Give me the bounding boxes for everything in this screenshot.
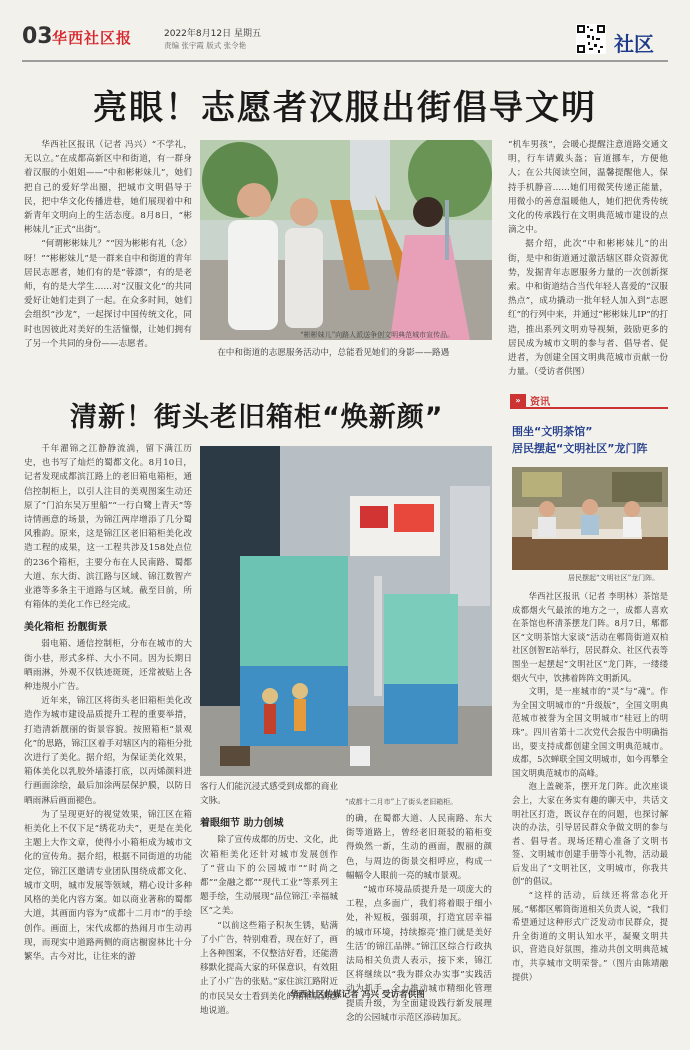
article1-photo-caption: “彬彬妹儿”向路人派送争创文明典范城市宣传品。	[300, 331, 455, 339]
sidebar-paragraph: “这样的活动，后续还将常态化开展。”郫都区郫筒街道相关负责人说，“我们希望通过这种形式广泛发动市民群众，提升全街道的文明认知水平，凝聚文明共识，营造良好氛围，推动共创文明典范城市，共享城市文明荣誉。”（图片由陈靖融提供）	[512, 890, 668, 982]
article1-headline: 亮眼！志愿者汉服出街倡导文明	[93, 88, 597, 128]
hanfu-volunteer-photo	[200, 140, 492, 340]
article2-subheading-2: 着眼细节 助力创城	[200, 818, 284, 830]
sidebar-headline	[512, 423, 668, 457]
info-tag-icon: »	[510, 394, 526, 407]
teahouse-meeting-photo	[512, 467, 668, 570]
article1-column-1	[24, 138, 192, 351]
article2-paragraph: 客行人们能沉浸式感受到成都的商业文脉。	[200, 782, 338, 807]
article2-paragraph: 千年濯锦之江静静流淌，留下满江历史，也书写了灿烂的蜀都文化。8月10日，记者发现成都滨江路上的老旧箱电箱柜，通信控制柜上，以引人注目的美观图案生动还原了“门泊东吴万里船”“一行白鹭上青天”等诗情画意的场景，为锦江两岸增添了几分蜀风雅韵。原来，这是锦江区老旧箱柜美化改造工程的成果，这一工程共涉及158处点位的236个箱柜，主要分布在人民南路、蜀都大道、东大街、滨江路与区域、锦江数智产业港等多条主干道路与区域。截至目前，所有箱体的美化工作已经完成。	[24, 444, 192, 611]
sidebar-paragraph: 华西社区报讯（记者 李明林）茶馆是成都烟火气最浓的地方之一，成都人喜欢在茶馆也杯清茶摆龙门阵。8月7日，郫都区“文明茶馆大家谈”活动在郫筒街道双柏社区创智E站举行，居民群众、社区代表等围坐一起摆起“文明社区”龙门阵，一缕缕烟火气中，饮拂着阵阵文明新风。	[512, 591, 668, 683]
article2-column-2	[200, 780, 338, 1018]
sidebar-photo-caption: 居民摆起“文明社区”龙门阵。	[568, 574, 660, 582]
article2-photo	[200, 446, 492, 776]
section-name: 社区	[614, 32, 654, 56]
sidebar-body	[512, 590, 668, 984]
article1-photo	[200, 140, 492, 340]
article2-paragraph: 的确，在蜀都大道、人民南路、东大街等道路上，曾经老旧斑驳的箱柜变得焕然一新，生动的画面，靓丽的颜色，与周边的街景交相呼应，构成一幅幅令人眼前一亮的城市景观。	[346, 814, 492, 881]
editor-credits: 责编 张宇霞 版式 张令艳	[164, 41, 247, 50]
news-brief-label: 资讯	[530, 397, 550, 408]
article2-paragraph: 近年来，锦江区将街头老旧箱柜美化改造作为城市建设品质提升工程的重要举措，打造清新靓丽的街景容貌。按照箱柜“景观化”的思路，锦江区着手对辖区内的箱柜分批次进行了美化。据介绍，为保证美化效果，箱体美化以乳胶外墙漆打底，以丙烯颜料进行画面涂绘，最后加涂两层保护膜，以防日晒雨淋后画面褪色。	[24, 696, 192, 806]
article1-paragraph: 据介绍，此次“中和彬彬妹儿”的出街，是中和街道通过激活辖区群众资源优势，发掘青年志愿服务力量的一次创新探索。中和街道结合当代年轻人喜爱的“汉服热点”，成功撬动一批年轻人加入到“志愿红”的行列中来，并通过“彬彬妹儿IP”的打造，推出系列文明劝导视频，鼓励更多的居民成为城市文明的参与者、倡导者、促进者，为创建全国文明典范城市贡献一份力量。（受访者供图）	[508, 239, 668, 378]
sidebar-photo	[512, 467, 668, 570]
sidebar-paragraph: 文明，是一座城市的“灵”与“魂”。作为全国文明城市的“升级版”，全国文明典范城市被誉为全国文明城市“桂冠上的明珠”。四川省第十二次党代会报告中明确指出，要支持成都创建全国文明典范城市。成都，5次蝉联全国文明城市，如今再攀全国文明典范城市的高峰。	[512, 686, 668, 778]
sidebar-paragraph: 泡上盖碗茶，摆开龙门阵。此次座谈会上，大家在务实有趣的聊天中，共话文明社区打造，既议存在的问题，也探讨解决的办法，引导居民群众争做文明的参与者、倡导者。现场还精心准备了文明书签、文明城市创建手册等小礼物，活动最后发出了“文明社区，文明城市，你我共创”的倡议。	[512, 781, 668, 887]
article2-headline: 清新！街头老旧箱柜“焕新颜”	[70, 402, 444, 433]
article1-paragraph: “机车男孩”，会暖心提醒注意道路交通文明，行车请戴头盔；盲道挪车，方便他人；在公共阅读空间，温馨提醒他人，保持手机静音……她们用微笑传递正能量，用微小的善意温暖他人，她们把优秀传统文化的传承践行在文明典范城市建设的点滴之中。	[508, 140, 668, 236]
article1-column-2	[200, 346, 492, 360]
article2-photo-caption: “成都十二月市”上了街头老旧箱柜。	[345, 798, 458, 806]
article2-paragraph: 为了呈现更好的视觉效果，锦江区在箱柜美化上不仅下足“绣花功夫”，更是在美化主题上大作文章，使得小小箱柜成为城市文化的宣传角。据介绍，根据不同街道的功能定位，锦江区邀请专业团队围绕成都文化、城市文明，城市发展等领域，精心设计多种风格的美化内容方案。如以商业著称的蜀都大道，其画面内容为“成都十二月市”的手绘创作。画面上，宋代成都的热闹月市生动再现，而现实中道路两侧的商店橱窗林比十分繁华。古今对比，让往来的游	[24, 809, 192, 962]
article2-paragraph: “城市环境品质提升是一项庞大的工程，点多面广，我们将着眼于细小处，补短板，强弱项，打造宜居幸福的城市环境，持续擦亮‘推门就是美好生活’的锦江品牌。”锦江区综合行政执法局相关负责人表示，接下来，锦江区将继续以“我为群众办实事”实践活动为抓手，全力推动城市精细化管理提质升级，为全面建设践行新发展理念的公园城市示范区添砖加瓦。	[346, 885, 492, 1023]
sidebar-headline-line-1: 围坐“文明茶馆”	[512, 425, 593, 438]
sidebar-headline-line-2: 居民摆起“文明社区”龙门阵	[512, 442, 648, 455]
article1-paragraph: “何谓彬彬妹儿？”“因为彬彬有礼（念）呀！”“彬彬妹儿”是一群来自中和街道的青年居民志愿者，她们有的是“蓉漂”，有的是老师，有的是大学生……对“汉服文化”的共同爱好让她们走到了一起。在众多时间，她们会组织“沙龙”，一起探讨中国传统文化，同时也因彼此对美好的生活憧憬，让她们拥有了另一个共同的身份——志愿者。	[24, 239, 192, 349]
article2-paragraph: 除了宣传成都的历史、文化，此次箱柜美化还针对城市发展创作了“营山下的公园城市”“时尚之都”“金融之都”“现代工业”等系列主题手绘，生动展现“品位锦江·幸福城区”之美。	[200, 835, 338, 917]
article1-paragraph: 华西社区报讯（记者 冯兴）“不学礼，无以立。”在成都高新区中和街道，有一群身着汉服的小姐姐——“中和彬彬妹儿”，她们把自己的爱好学出圈，把城市文明倡导于民，把中华文化传播进巷，她们展现着中和新青年文明向上的生活态度。8月8日，“彬彬妹儿”正式“出街”。	[24, 140, 192, 236]
header-divider	[22, 60, 668, 62]
page-number: 03	[22, 24, 53, 49]
qr-code-icon	[576, 24, 606, 54]
newspaper-logo: 华西社区报	[52, 29, 133, 47]
article1-column-3	[508, 138, 668, 379]
issue-date: 2022年8月12日 星期五	[164, 29, 261, 39]
article1-paragraph: 在中和街道的志愿服务活动中，总能看见她们的身影——路遇	[217, 348, 450, 358]
news-brief-tag	[510, 393, 668, 409]
page-header	[22, 24, 668, 58]
article2-paragraph: 弱电箱、通信控制柜，分布在城市的大街小巷，形式多样、大小不同。因为长期日晒雨淋，外观不仅铁迹斑斑，还常被贴上各种违规小广告。	[24, 639, 192, 693]
painted-cabinet-photo	[200, 446, 492, 776]
article2-paragraph: “以前这些箱子积灰生锈，贴满了小广告，特别难看，现在好了，画上各种图案，不仅整洁好看，还能潜移默化提高大家的环保意识，有效阻止了小广告的张贴。”家住滨江路附近的市民吴女士看到美化的箱柜后满意地说道。	[200, 920, 338, 1016]
article2-subheading-1: 美化箱柜 扮靓街景	[24, 622, 108, 634]
article2-column-1	[24, 442, 192, 964]
article2-byline: 华西社区传媒记者 冯兴 受访者供图	[290, 990, 425, 1000]
